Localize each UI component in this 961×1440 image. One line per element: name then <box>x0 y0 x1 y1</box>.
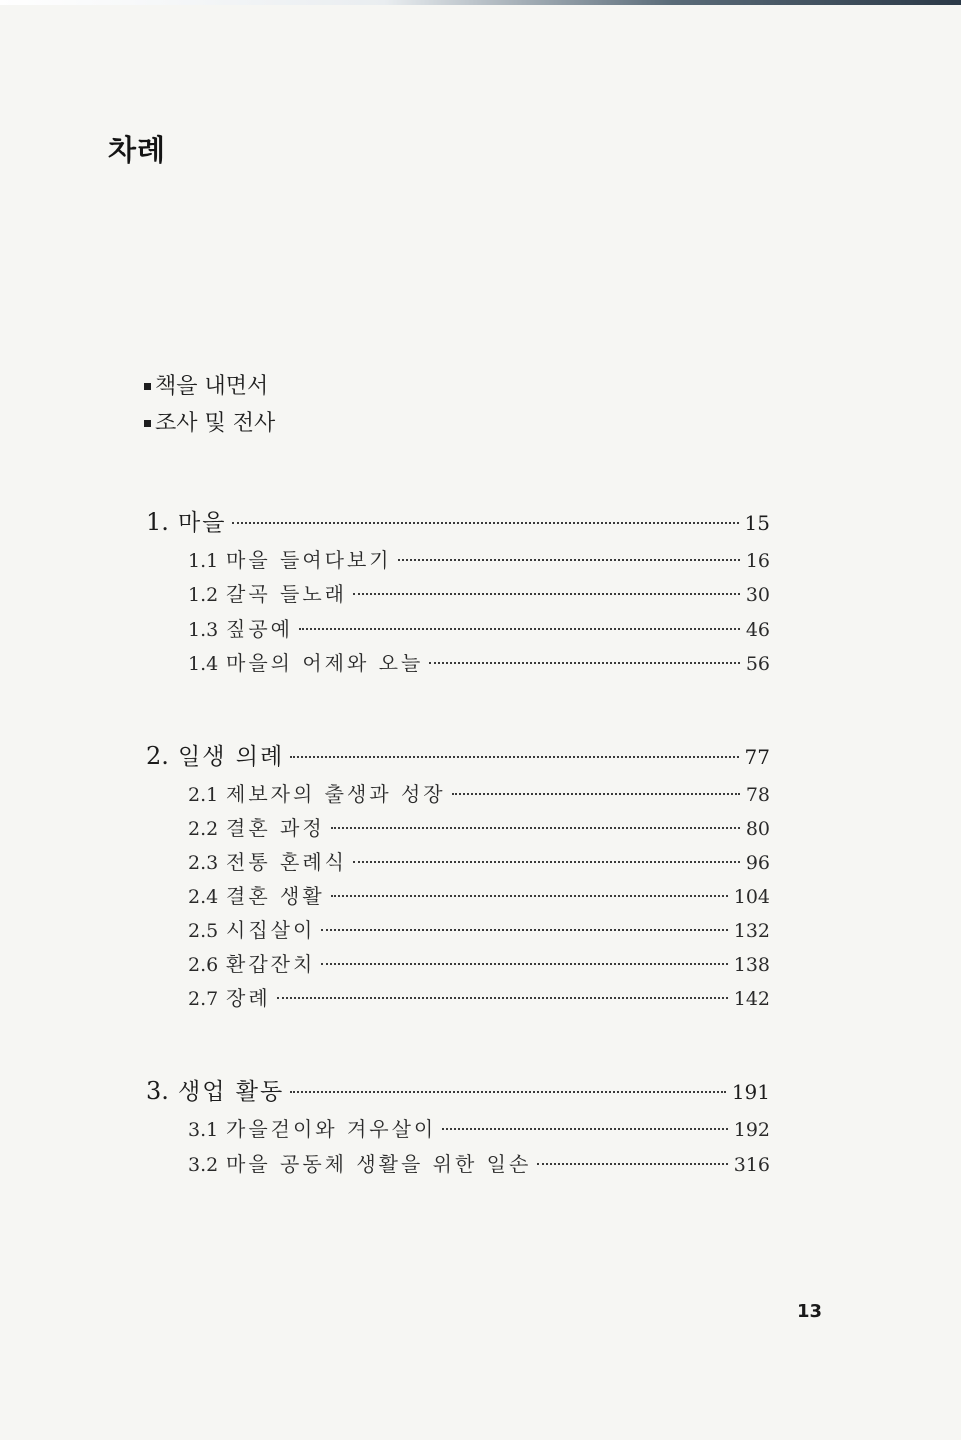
toc-section <box>188 982 770 1011</box>
section-title: 환갑잔치 <box>226 952 316 976</box>
chapter-page: 77 <box>744 745 770 769</box>
section-title: 갈곡 들노래 <box>226 582 347 606</box>
square-bullet-icon <box>144 383 151 390</box>
section-page: 56 <box>745 653 770 675</box>
toc-chapter-1 <box>146 504 770 537</box>
section-title: 결혼 생활 <box>226 884 325 908</box>
section-number: 2.1 <box>188 784 219 806</box>
toc-section <box>188 880 770 909</box>
page-number: 13 <box>797 1301 823 1322</box>
preface-item <box>144 406 275 437</box>
dot-leader <box>299 628 740 630</box>
toc-chapter-2 <box>146 738 770 771</box>
section-title: 가을걷이와 겨우살이 <box>226 1117 437 1141</box>
dot-leader <box>331 895 728 897</box>
dot-leader <box>321 929 727 931</box>
chapter-title: 일생 의례 <box>178 744 285 770</box>
section-page: 96 <box>745 852 770 874</box>
chapter-title: 생업 활동 <box>178 1079 285 1105</box>
section-page: 142 <box>733 988 770 1010</box>
preface-item <box>144 369 268 400</box>
section-page: 104 <box>733 886 770 908</box>
section-number: 2.5 <box>188 920 219 942</box>
toc-section <box>188 578 770 607</box>
section-number: 1.3 <box>188 619 219 641</box>
section-page: 80 <box>745 818 770 840</box>
preface-item-label: 책을 내면서 <box>155 374 269 399</box>
chapter-number: 1. <box>146 508 169 536</box>
section-page: 16 <box>745 550 770 572</box>
dot-leader <box>452 793 740 795</box>
dot-leader <box>290 1091 726 1093</box>
section-number: 1.2 <box>188 584 219 606</box>
dot-leader <box>442 1128 727 1130</box>
section-number: 2.7 <box>188 988 219 1010</box>
dot-leader <box>398 559 740 561</box>
dot-leader <box>277 997 728 999</box>
dot-leader <box>290 756 738 758</box>
section-page: 132 <box>733 920 770 942</box>
dot-leader <box>353 593 740 595</box>
chapter-title: 마을 <box>178 510 227 536</box>
chapter-page: 15 <box>744 511 770 535</box>
toc-chapter-3 <box>146 1073 770 1106</box>
section-title: 결혼 과정 <box>226 816 325 840</box>
toc-section <box>188 1148 770 1177</box>
section-number: 3.1 <box>188 1119 219 1141</box>
dot-leader <box>331 827 740 829</box>
toc-section <box>188 778 770 807</box>
section-page: 138 <box>733 954 770 976</box>
section-title: 전통 혼례식 <box>226 850 347 874</box>
section-number: 2.4 <box>188 886 219 908</box>
dot-leader <box>321 963 727 965</box>
section-title: 마을의 어제와 오늘 <box>226 651 424 675</box>
section-page: 192 <box>733 1119 770 1141</box>
section-title: 마을 들여다보기 <box>226 548 392 572</box>
section-page: 316 <box>733 1154 770 1176</box>
section-page: 30 <box>745 584 770 606</box>
dot-leader <box>429 662 740 664</box>
dot-leader <box>232 522 738 524</box>
section-number: 2.6 <box>188 954 219 976</box>
section-title: 시집살이 <box>226 918 316 942</box>
toc-section <box>188 846 770 875</box>
section-number: 3.2 <box>188 1154 219 1176</box>
section-page: 46 <box>745 619 770 641</box>
section-title: 장례 <box>226 986 271 1010</box>
square-bullet-icon <box>144 420 151 427</box>
section-number: 1.4 <box>188 653 219 675</box>
section-title: 제보자의 출생과 성장 <box>226 782 446 806</box>
page-title: 차례 <box>108 133 167 167</box>
chapter-number: 2. <box>146 742 169 770</box>
toc-section <box>188 647 770 676</box>
dot-leader <box>537 1163 727 1165</box>
chapter-number: 3. <box>146 1077 169 1105</box>
scan-edge-strip <box>0 0 961 5</box>
toc-section <box>188 1113 770 1142</box>
dot-leader <box>353 861 740 863</box>
chapter-page: 191 <box>731 1080 770 1104</box>
section-title: 마을 공동체 생활을 위한 일손 <box>226 1152 532 1176</box>
section-page: 78 <box>745 784 770 806</box>
toc-section <box>188 948 770 977</box>
toc-section <box>188 812 770 841</box>
section-number: 1.1 <box>188 550 219 572</box>
section-title: 짚공예 <box>226 617 293 641</box>
section-number: 2.2 <box>188 818 219 840</box>
toc-section <box>188 613 770 642</box>
section-number: 2.3 <box>188 852 219 874</box>
preface-item-label: 조사 및 전사 <box>155 411 276 436</box>
toc-section <box>188 544 770 573</box>
toc-section <box>188 914 770 943</box>
